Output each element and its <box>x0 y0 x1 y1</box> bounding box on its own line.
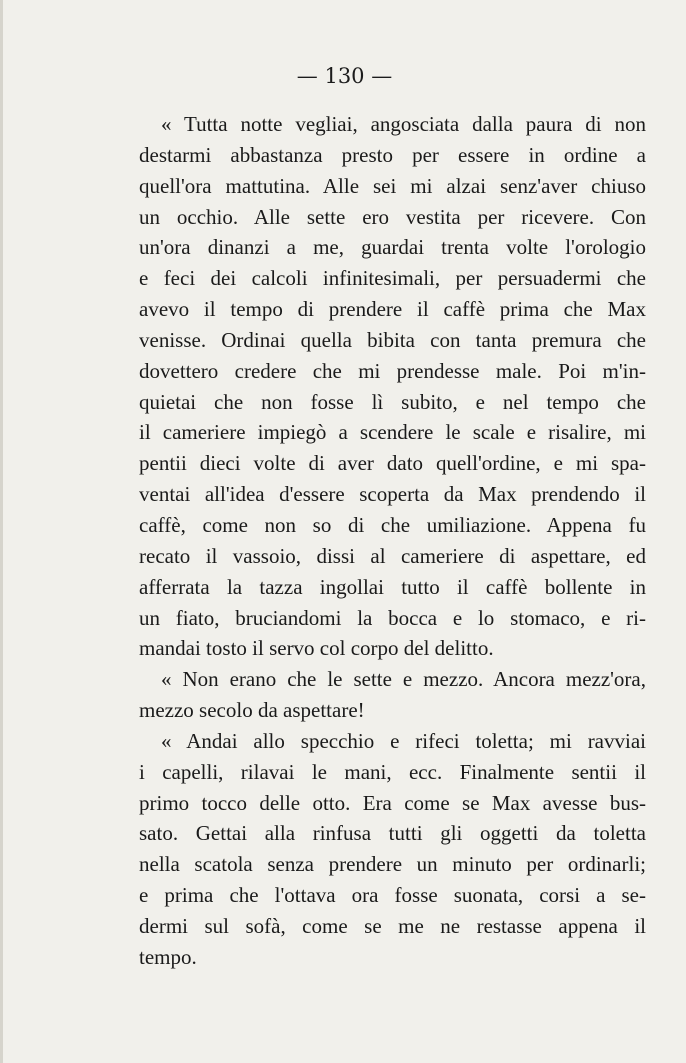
text-line: destarmi abbastanza presto per essere in ordine a <box>139 142 646 167</box>
text-line: quietai che non fosse lì subito, e nel tempo che <box>139 389 646 414</box>
text-line: nella scatola senza prendere un minuto per ordinarli; <box>139 852 646 877</box>
text-line: « Tutta notte vegliai, angosciata dalla paura di non <box>161 112 646 136</box>
text-line: mezzo secolo da aspettare! <box>139 698 365 723</box>
text-line: e feci dei calcoli infinitesimali, per persuadermi che <box>139 266 646 291</box>
text-line: un fiato, bruciandomi la bocca e lo stomaco, e ri- <box>139 605 646 630</box>
text-line: venisse. Ordinai quella bibita con tanta premura che <box>139 327 646 352</box>
text-line: il cameriere impiegò a scendere le scale e risalire, mi <box>139 420 646 445</box>
page-number: — 130 — <box>296 64 393 88</box>
text-line: pentii dieci volte di aver dato quell'ordine, e mi spa- <box>139 451 646 476</box>
text-line: dermi sul sofà, come se me ne restasse appena il <box>139 913 646 938</box>
text-line: recato il vassoio, dissi al cameriere di aspettare, ed <box>139 543 646 568</box>
text-line: caffè, come non so di che umiliazione. Appena fu <box>139 512 646 537</box>
text-line: ventai all'idea d'essere scoperta da Max prendendo il <box>139 482 646 507</box>
text-line: mandai tosto il servo col corpo del delitto. <box>139 636 494 661</box>
text-line: quell'ora mattutina. Alle sei mi alzai senz'aver chiuso <box>139 173 646 198</box>
text-line: i capelli, rilavai le mani, ecc. Finalmente sentii il <box>139 759 646 784</box>
text-line: avevo il tempo di prendere il caffè prima che Max <box>139 297 646 322</box>
text-line: « Andai allo specchio e rifeci toletta; mi ravviai <box>161 728 646 753</box>
text-line: « Non erano che le sette e mezzo. Ancora mezz'ora, <box>161 667 646 692</box>
text-line: un occhio. Alle sette ero vestita per ricevere. Con <box>139 204 646 229</box>
text-line: dovettero credere che mi prendesse male. Poi m'in- <box>139 358 646 383</box>
text-line: e prima che l'ottava ora fosse suonata, corsi a se- <box>139 883 646 908</box>
text-line: afferrata la tazza ingollai tutto il caffè bollente in <box>139 574 646 599</box>
text-line: sato. Gettai alla rinfusa tutti gli oggetti da toletta <box>139 821 646 846</box>
text-line: primo tocco delle otto. Era come se Max avesse bus- <box>139 790 646 815</box>
text-line: un'ora dinanzi a me, guardai trenta volte l'orologio <box>139 235 646 260</box>
body-text <box>139 109 646 973</box>
text-line: tempo. <box>139 944 197 969</box>
